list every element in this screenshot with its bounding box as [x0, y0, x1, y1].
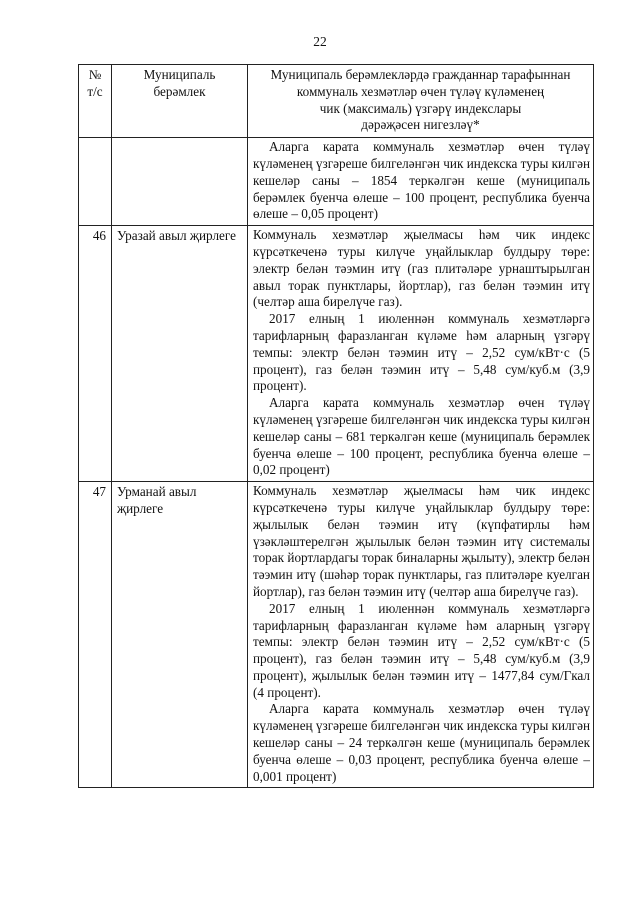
row-description [248, 482, 594, 788]
row-number: 46 [79, 226, 112, 482]
table-header-row [79, 65, 594, 138]
table-row [79, 226, 594, 482]
header-description-line: коммуналь хезмәтләр өчен түләү күләменең [296, 83, 545, 99]
header-municipality-line: Муниципаль [143, 67, 216, 82]
table-row [79, 138, 594, 226]
row-description [248, 138, 594, 226]
header-num-line: т/с [87, 83, 103, 99]
header-description-line: чик (максималь) үзгәрү индекслары [319, 100, 522, 116]
header-num-line: № [88, 67, 102, 82]
header-description-line: дәрәҗәсен нигезләү* [361, 117, 480, 133]
row-number: 47 [79, 482, 112, 788]
row-description [248, 226, 594, 482]
row-number [79, 138, 112, 226]
description-paragraph: Коммуналь хезмәтләр җыелмасы һәм чик индекс күрсәткеченә туры килүче уңайлыклар булдыру төре: җылылык белән тәэмин итү (күпфатирлы һәм үзәкләштерелгән җылылык белән тәэмин итү системалы торак йортлардагы торак биналарны җылыту), электр белән тәэмин итү (шәһәр торак пунктлары, газ плитәләре куелган йортлар), газ белән тәэмин итү (челтәр аша бирелүче газ). [253, 483, 590, 599]
header-municipality-line: берәмлек [153, 83, 206, 99]
indices-table [78, 64, 594, 788]
description-paragraph: Аларга карата коммуналь хезмәтләр өчен түләү күләменең үзгәреше билгеләнгән чик индекска туры килгән кешеләр саны – 24 теркәлгән кеше (муниципаль берәмлек буенча өлеше – 0,03 процент, республика буенча өлеше – 0,001 процент) [253, 701, 590, 784]
header-municipality-cell [112, 65, 248, 138]
header-description-cell [248, 65, 594, 138]
row-municipality: Урманай авыл җирлеге [112, 482, 248, 788]
description-paragraph: Аларга карата коммуналь хезмәтләр өчен түләү күләменең үзгәреше билгеләнгән чик индекска туры килгән кешеләр саны – 1854 теркәлгән кеше (муниципаль берәмлек буенча өлеше – 100 процент, республика буенча өлеше – 0,05 процент) [253, 139, 590, 222]
description-paragraph: 2017 елның 1 июленнән коммуналь хезмәтләргә тарифларның фаразланган күләме һәм аларның үзгәрү темпы: электр белән тәэмин итү – 2,52 сум/кВт·с (5 процент), газ белән тәэмин итү – 5,48 сум/куб.м (3,9 процент). [253, 311, 590, 394]
row-municipality: Уразай авыл җирлеге [112, 226, 248, 482]
row-municipality [112, 138, 248, 226]
page-number: 22 [313, 34, 327, 49]
table-row [79, 482, 594, 788]
description-paragraph: Коммуналь хезмәтләр җыелмасы һәм чик индекс күрсәткеченә туры килүче уңайлыклар булдыру төре: электр белән тәэмин итү (газ плитәләре урнаштырылган авыл торак пунктлары, йортлар), газ белән тәэмин итү (челтәр аша бирелүче газ). [253, 227, 590, 310]
header-num-cell [79, 65, 112, 138]
header-description-line: Муниципаль берәмлекләрдә гражданнар тарафыннан [270, 67, 571, 82]
description-paragraph: Аларга карата коммуналь хезмәтләр өчен түләү күләменең үзгәреше билгеләнгән чик индекска туры килгән кешеләр саны – 681 теркәлгән кеше (муниципаль берәмлек буенча өлеше – 100 процент, республика буенча өлеше – 0,02 процент) [253, 395, 590, 478]
description-paragraph: 2017 елның 1 июленнән коммуналь хезмәтләргә тарифларның фаразланган күләме һәм аларның үзгәрү темпы: электр белән тәэмин итү – 2,52 сум/кВт·с (5 процент), газ белән тәэмин итү – 5,48 сум/куб.м (3,9 процент), җылылык белән тәэмин итү – 1477,84 сум/Гкал (4 процент). [253, 600, 590, 700]
